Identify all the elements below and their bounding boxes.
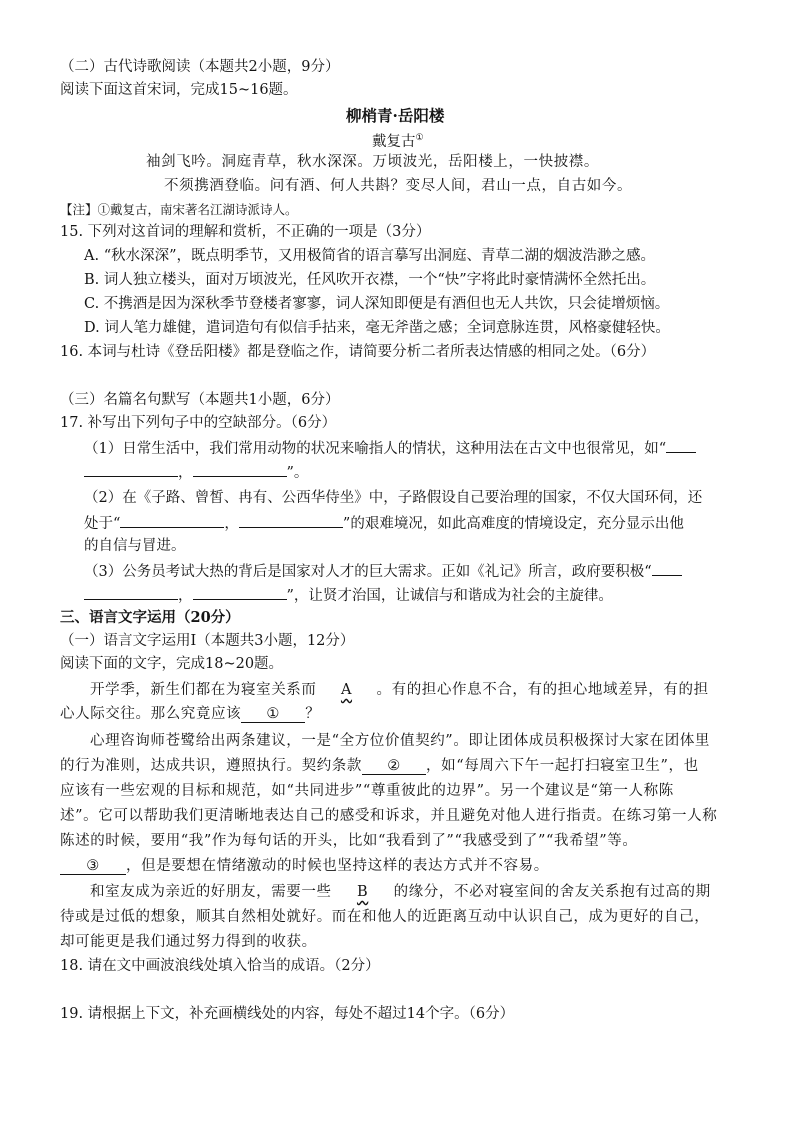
passage-p2-line4: 述”。它可以帮助我们更清晰地表达自己的感受和诉求，并且避免对他人进行指责。在练习第一人称 [60,808,718,824]
q17-part2-post: ”的艰难境况，如此高难度的情境设定，充分显示出他 [342,516,684,532]
line-blank-3[interactable]: ③ [60,858,126,875]
q17-part3-line2 [84,584,613,606]
q17-part1-end: ”。 [286,465,309,481]
q17-blank-1b[interactable] [84,461,178,477]
passage-p2-line1: 心理咨询师苍鹭给出两条建议，一是“全方位价值契约”。即让团体成员积极探讨大家在团体里 [90,733,711,749]
poem-note-marker: ① [415,133,424,143]
passage-text: 心人际交往。那么究竟应该 [60,706,242,722]
q17-part1-line2 [84,461,308,483]
q16-stem: 16. 本词与杜诗《登岳阳楼》都是登临之作，请简要分析二者所表达情感的相同之处。（6分） [60,344,656,360]
wavy-blank-a[interactable]: A [340,682,353,698]
passage-text: 开学季，新生们都在为寝室关系而 [90,682,317,698]
q17-blank-1a[interactable] [666,437,696,453]
poem-title: 柳梢青·岳阳楼 [346,106,445,125]
q15-stem: 15. 下列对这首词的理解和赏析，不正确的一项是（3分） [60,224,431,240]
q15-option-c[interactable]: C. 不携酒是因为深秋季节登楼者寥寥，词人深知即便是有酒但也无人共饮，只会徒增烦恼。 [84,296,670,312]
passage-text: 的缘分，不必对寝室间的舍友关系抱有过高的期 [393,884,711,900]
poem-annotation: 【注】①戴复古，南宋著名江湖诗派诗人。 [60,202,298,217]
q17-part2-line1: （2）在《子路、曾皙、冉有、公西华侍坐》中，子路假设自己要治理的国家，不仅大国环伺，还 [84,490,703,506]
passage-text: ？ [305,706,321,722]
q17-stem: 17. 补写出下列句子中的空缺部分。（6分） [60,415,337,431]
q17-part2-comma: ， [224,516,239,532]
section-header-recitation: （三）名篇名句默写（本题共1小题，6分） [60,392,340,408]
q17-part2-line2 [84,512,684,534]
q17-part3-post: ”，让贤才治国，让诚信与和谐成为社会的主旋律。 [286,588,613,604]
line-blank-2[interactable]: ② [362,758,426,775]
poem-author: 戴复古 [372,133,416,150]
q17-blank-2b[interactable] [239,512,343,528]
q17-blank-2a[interactable] [120,512,224,528]
passage-p3-line1 [90,882,711,902]
wavy-blank-b[interactable]: B [356,884,369,900]
line-blank-1[interactable]: ① [241,706,305,723]
q17-part2-pre: 处于“ [84,516,121,532]
passage-p2-line3: 应该有一些宏观的目标和规范，如“共同进步”“尊重彼此的边界”。另一个建议是“第一人称陈 [60,783,674,799]
passage-text: 和室友成为亲近的好朋友，需要一些 [90,884,332,900]
part3-sub-header: （一）语言文字运用Ⅰ（本题共3小题，12分） [60,633,355,649]
passage-text: 的行为准则，达成共识，遵照执行。契约条款 [60,758,362,774]
q19-stem: 19. 请根据上下文，补充画横线处的内容，每处不超过14个字。（6分） [60,1006,515,1022]
poem-line-2: 不须携酒登临。问有酒、何人共斟？变尽人间，君山一点，自古如今。 [164,178,633,194]
passage-p2-line6 [60,856,549,876]
q17-blank-3b[interactable] [84,584,178,600]
q17-part2-line3: 的自信与冒进。 [84,538,186,554]
q17-part3-text: （3）公务员考试大热的背后是国家对人才的巨大需求。正如《礼记》所言，政府要积极“ [84,564,652,580]
q15-option-d[interactable]: D. 词人笔力雄健，遣词造句有似信手拈来，毫无斧凿之感；全词意脉连贯，风格豪健轻快。 [84,320,670,336]
q15-option-b[interactable]: B. 词人独立楼头，面对万顷波光，任风吹开衣襟，一个“快”字将此时豪情满怀全然托出。 [84,272,656,288]
q17-blank-3c[interactable] [193,584,287,600]
q17-part1-line1 [84,437,696,459]
passage-text: ，如“每周六下午一起打扫寝室卫生”，也 [426,758,699,774]
part3-header: 三、语言文字运用（20分） [60,609,240,626]
q17-part1-comma: ， [178,465,193,481]
poem-line-1: 袖剑飞吟。洞庭青草，秋水深深。万顷波光，岳阳楼上，一快披襟。 [146,154,599,170]
part3-instruction: 阅读下面的文字，完成18~20题。 [60,656,284,672]
poem-author-line [372,128,424,152]
q17-part3-line1 [84,560,682,582]
passage-p1-line2 [60,704,320,724]
passage-text: 。有的担心作息不合，有的担心地域差异，有的担 [376,682,709,698]
q17-part1-text: （1）日常生活中，我们常用动物的状况来喻指人的情状，这种用法在古文中也很常见，如“ [84,441,667,457]
passage-p2-line5: 陈述的时候，要用“我”作为每句话的开头，比如“我看到了”“我感受到了”“我希望”等。 [60,833,638,849]
q17-part3-comma: ， [178,588,193,604]
q17-blank-1c[interactable] [193,461,287,477]
q15-option-a[interactable]: A. “秋水深深”，既点明季节，又用极简省的语言摹写出洞庭、青草二湖的烟波浩渺之感。 [84,248,656,264]
passage-text: ，但是要想在情绪激动的时候也坚持这样的表达方式并不容易。 [126,858,549,874]
q17-blank-3a[interactable] [652,560,682,576]
passage-p3-line3: 却可能更是我们通过努力得到的收获。 [60,934,317,950]
poetry-instruction: 阅读下面这首宋词，完成15~16题。 [60,82,298,98]
passage-p2-line2 [60,756,699,776]
section-header-poetry: （二）古代诗歌阅读（本题共2小题，9分） [60,59,340,75]
passage-p1-line1 [90,680,709,700]
q18-stem: 18. 请在文中画波浪线处填入恰当的成语。（2分） [60,958,380,974]
passage-p3-line2: 待或是过低的想象，顺其自然相处就好。而在和他人的近距离互动中认识自己，成为更好的自己， [60,909,710,925]
